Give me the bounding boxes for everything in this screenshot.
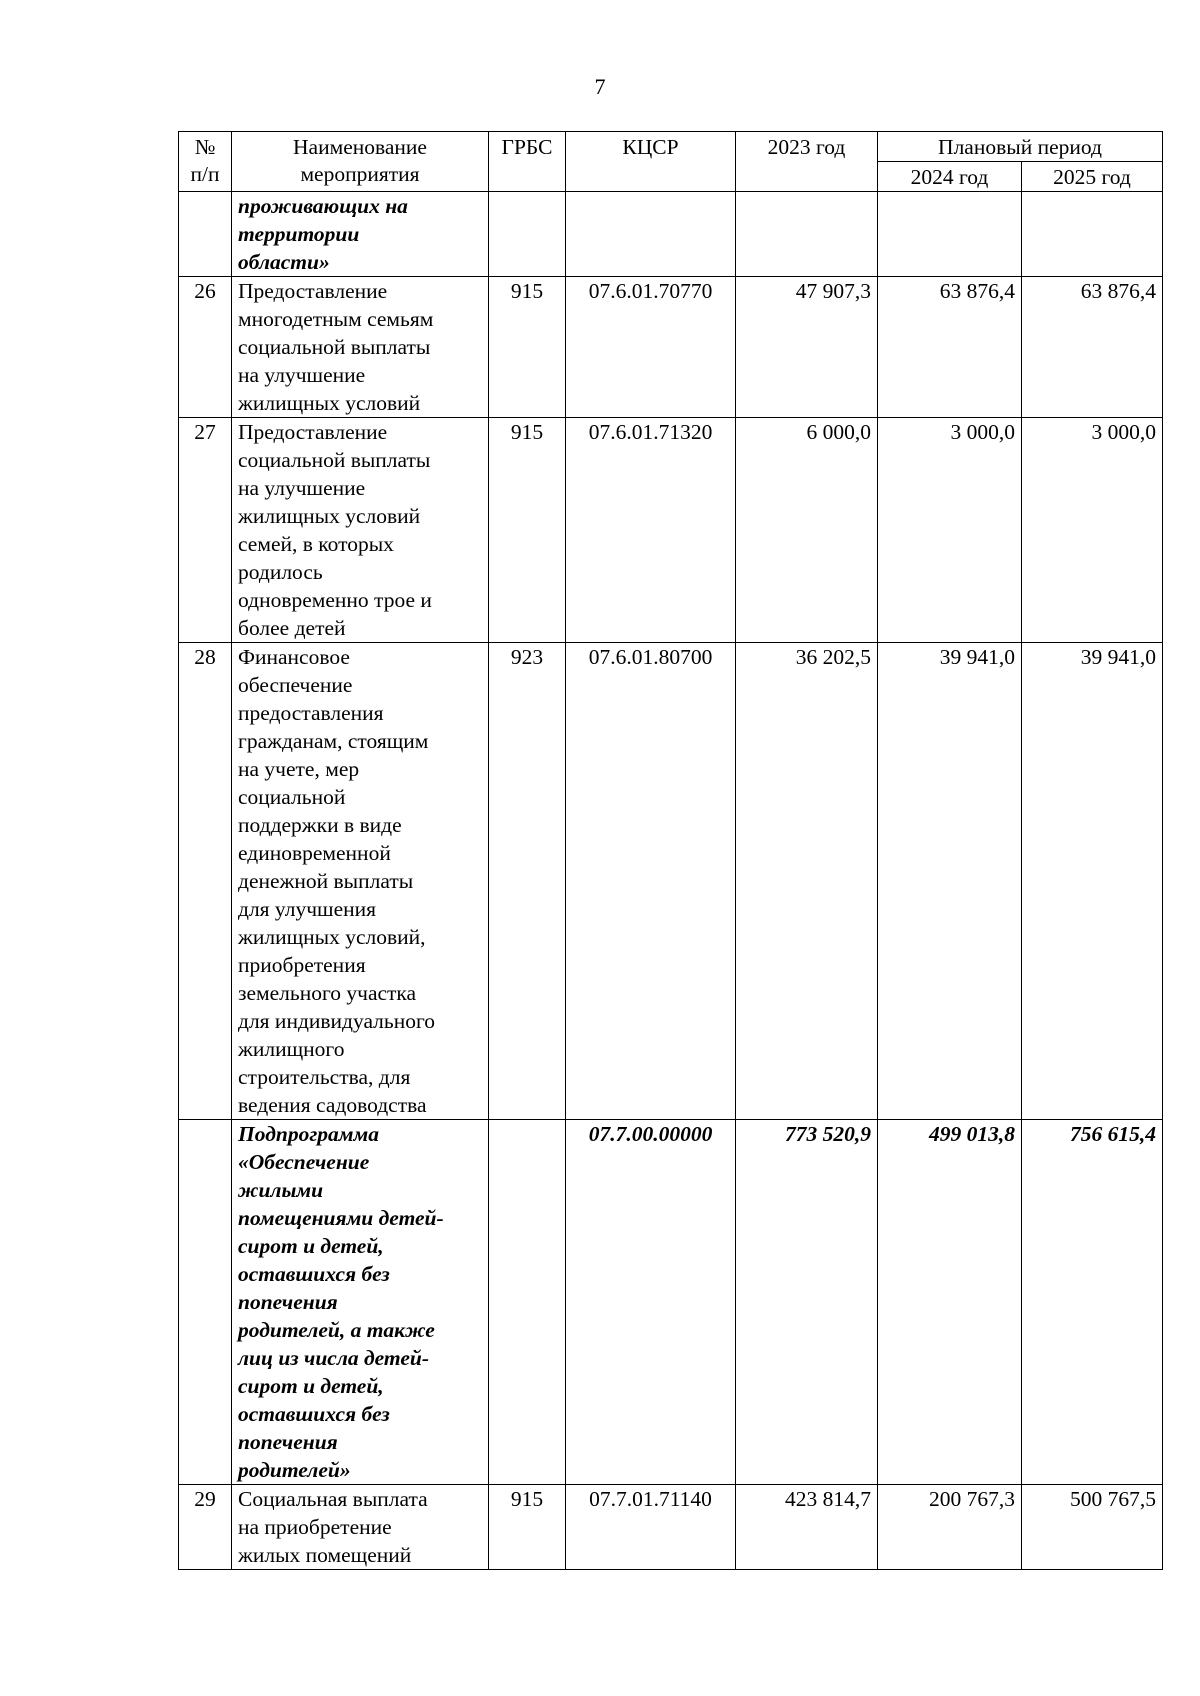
cell-y2024: 3 000,0 xyxy=(878,418,1022,643)
header-row xyxy=(179,132,1163,162)
cell-y2023: 6 000,0 xyxy=(736,418,878,643)
header-kcsr: КЦСР xyxy=(566,132,736,192)
cell-grbs: 915 xyxy=(489,1485,566,1570)
cell-y2025: 63 876,4 xyxy=(1022,277,1163,418)
cell-num: 28 xyxy=(179,643,232,1120)
cell-grbs: 923 xyxy=(489,643,566,1120)
cell-num: 29 xyxy=(179,1485,232,1570)
cell-name: Финансовое обеспечение предоставления гражданам, стоящим на учете, мер социальной поддержки в виде единовременной денежной выплаты для улучшения жилищных условий, приобретения земельного участка для индивидуального жилищного строительства, для ведения садоводства xyxy=(232,643,489,1120)
cell-name: Социальная выплата на приобретение жилых помещений xyxy=(232,1485,489,1570)
budget-table xyxy=(178,131,1163,1570)
cell-y2025: 500 767,5 xyxy=(1022,1485,1163,1570)
cell-grbs: 915 xyxy=(489,418,566,643)
cell-y2024: 200 767,3 xyxy=(878,1485,1022,1570)
cell-num xyxy=(179,192,232,277)
cell-y2023 xyxy=(736,192,878,277)
cell-y2023: 773 520,9 xyxy=(736,1120,878,1485)
header-2025: 2025 год xyxy=(1022,162,1163,192)
table-row xyxy=(179,277,1163,418)
header-2024: 2024 год xyxy=(878,162,1022,192)
cell-name: Подпрограмма «Обеспечение жилыми помещениями детей- сирот и детей, оставшихся без попечения родителей, а также лиц из числа детей- сирот и детей, оставшихся без попечения родителей» xyxy=(232,1120,489,1485)
cell-name: Предоставление многодетным семьям социальной выплаты на улучшение жилищных условий xyxy=(232,277,489,418)
cell-grbs xyxy=(489,192,566,277)
cell-num: 27 xyxy=(179,418,232,643)
cell-y2024: 63 876,4 xyxy=(878,277,1022,418)
cell-kcsr: 07.7.01.71140 xyxy=(566,1485,736,1570)
cell-y2023: 423 814,7 xyxy=(736,1485,878,1570)
header-2023: 2023 год xyxy=(736,132,878,192)
table-row xyxy=(179,643,1163,1120)
page-number: 7 xyxy=(594,74,606,99)
cell-y2024 xyxy=(878,192,1022,277)
cell-y2025: 39 941,0 xyxy=(1022,643,1163,1120)
header-name: Наименование мероприятия xyxy=(232,132,489,192)
header-grbs: ГРБС xyxy=(489,132,566,192)
header-planned-period: Плановый период xyxy=(878,132,1163,162)
header-num: № п/п xyxy=(179,132,232,192)
cell-grbs xyxy=(489,1120,566,1485)
table-row xyxy=(179,192,1163,277)
cell-kcsr: 07.7.00.00000 xyxy=(566,1120,736,1485)
cell-y2024: 499 013,8 xyxy=(878,1120,1022,1485)
cell-num xyxy=(179,1120,232,1485)
table-row xyxy=(179,418,1163,643)
cell-grbs: 915 xyxy=(489,277,566,418)
table-body xyxy=(179,192,1163,1570)
cell-y2023: 36 202,5 xyxy=(736,643,878,1120)
table-row xyxy=(179,1120,1163,1485)
cell-kcsr xyxy=(566,192,736,277)
table-row xyxy=(179,1485,1163,1570)
cell-kcsr: 07.6.01.71320 xyxy=(566,418,736,643)
cell-num: 26 xyxy=(179,277,232,418)
cell-y2024: 39 941,0 xyxy=(878,643,1022,1120)
cell-y2023: 47 907,3 xyxy=(736,277,878,418)
cell-name: Предоставление социальной выплаты на улучшение жилищных условий семей, в которых родилось одновременно трое и более детей xyxy=(232,418,489,643)
cell-kcsr: 07.6.01.80700 xyxy=(566,643,736,1120)
cell-y2025 xyxy=(1022,192,1163,277)
cell-name: проживающих на территории области» xyxy=(232,192,489,277)
cell-y2025: 3 000,0 xyxy=(1022,418,1163,643)
cell-y2025: 756 615,4 xyxy=(1022,1120,1163,1485)
cell-kcsr: 07.6.01.70770 xyxy=(566,277,736,418)
